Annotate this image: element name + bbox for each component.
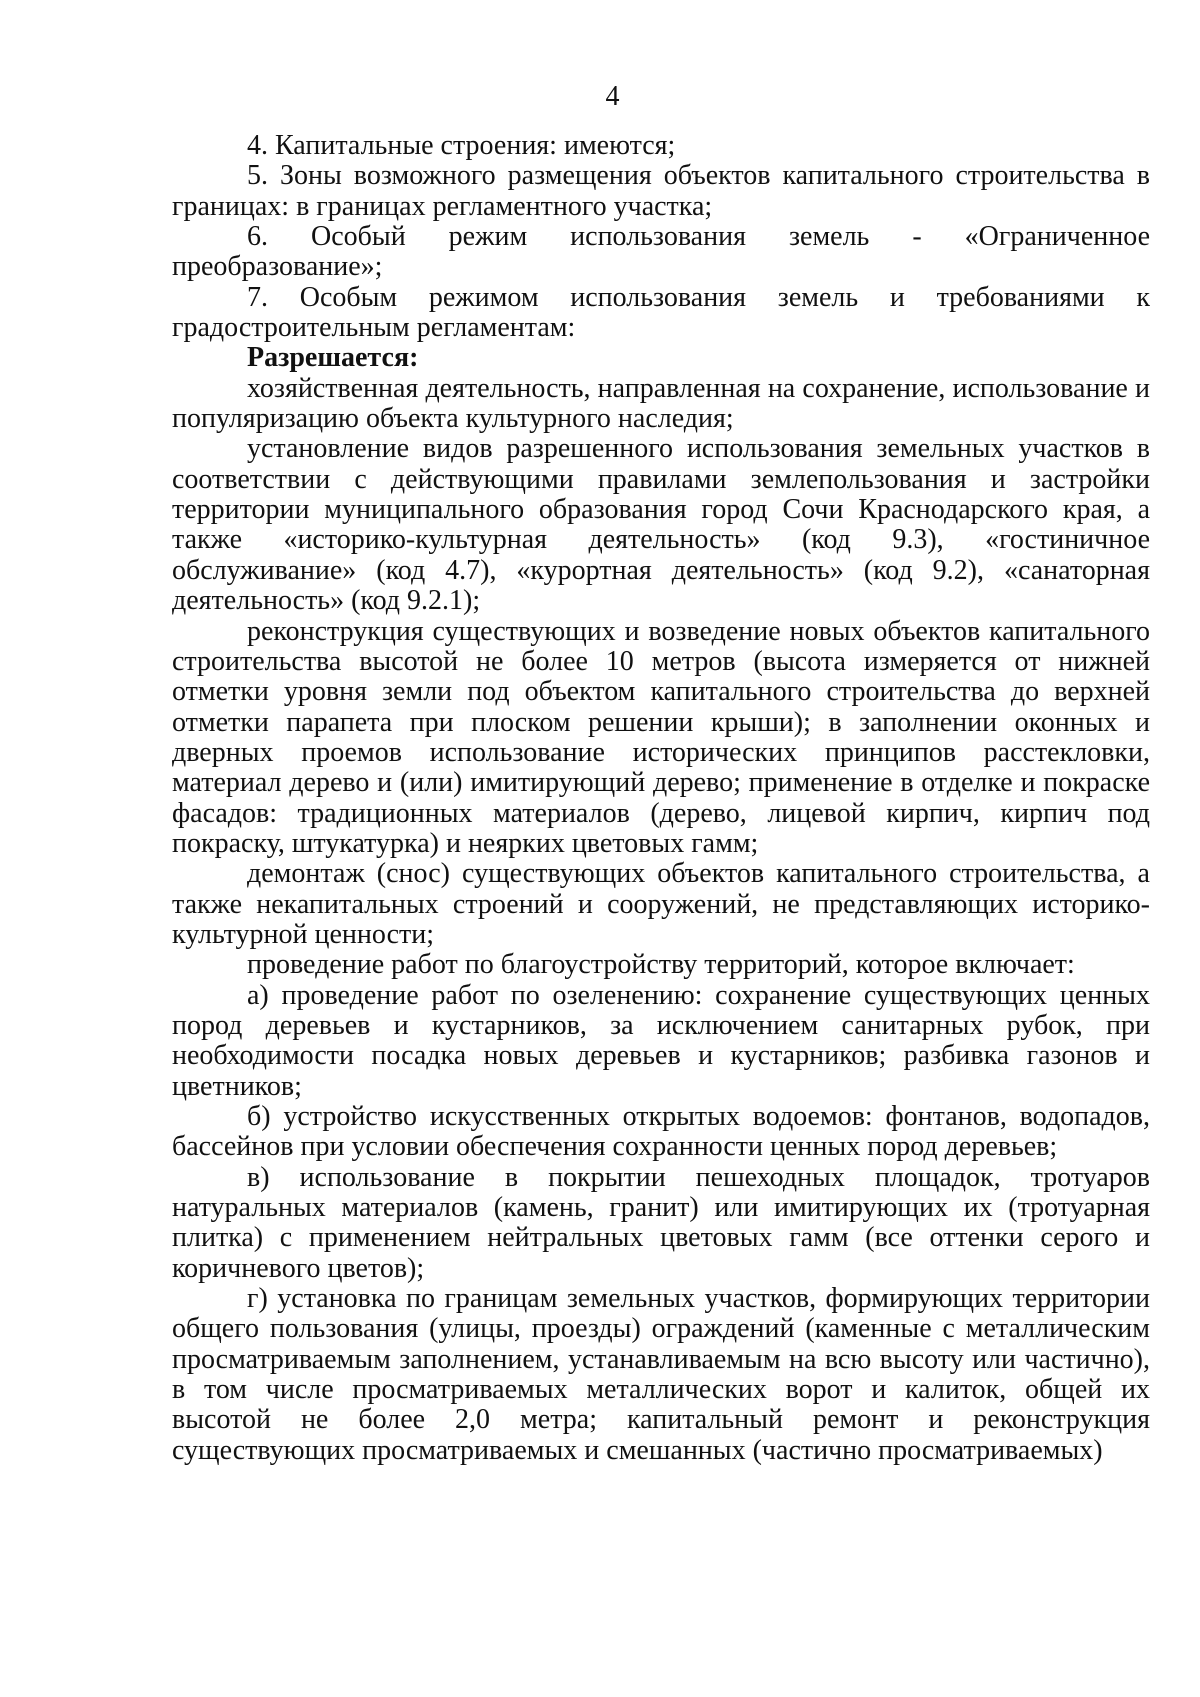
item-5-placement-zones: 5. Зоны возможного размещения объектов капитального строительства в границах: в границах регламентного участка;	[172, 160, 1150, 222]
paragraph-item-g-fencing: г) установка по границам земельных участков, формирующих территории общего пользования (улицы, проезды) ограждений (каменные с металлическим просматриваемым заполнением, устанавливаемым на всю высоту или частично), в том числе просматриваемых металлических ворот и калиток, общей их высотой не более 2,0 метра; капитальный ремонт и реконструкция существующих просматриваемых и смешанных (частично просматриваемых)	[172, 1283, 1150, 1466]
item-7-regulations: 7. Особым режимом использования земель и требованиями к градостроительным регламентам:	[172, 281, 1150, 344]
paragraph-permitted-use: установление видов разрешенного использования земельных участков в соответствии с действующими правилами землепользования и застройки территории муниципального образования город Сочи Краснодарского края, а также «историко-культурная деятельность» (код 9.3), «гостиничное обслуживание» (код 4.7), «курортная деятельность» (код 9.2), «санаторная деятельность» (код 9.2.1);	[172, 433, 1150, 617]
item-4-capital-buildings: 4. Капитальные строения: имеются;	[247, 130, 676, 161]
paragraph-landscaping: проведение работ по благоустройству территорий, которое включает:	[247, 949, 1075, 981]
paragraph-demolition: демонтаж (снос) существующих объектов капитального строительства, а также некапитальных строений и сооружений, не представляющих историко-культурной ценности;	[172, 858, 1150, 950]
document-body	[172, 131, 1150, 1466]
paragraph-item-a-greening: а) проведение работ по озеленению: сохранение существующих ценных пород деревьев и кустарников, за исключением санитарных рубок, при необходимости посадка новых деревьев и кустарников; разбивка газонов и цветников;	[172, 979, 1150, 1102]
page-number: 4	[605, 81, 620, 112]
paragraph-item-v-paving: в) использование в покрытии пешеходных площадок, тротуаров натуральных материалов (камень, гранит) или имитирующих их (тротуарная плитка) с применением нейтральных цветовых гамм (все оттенки серого и коричневого цветов);	[172, 1161, 1150, 1284]
paragraph-economic-activity: хозяйственная деятельность, направленная на сохранение, использование и популяризацию объекта культурного наследия;	[172, 372, 1150, 435]
section-heading-allowed: Разрешается:	[247, 342, 419, 374]
paragraph-reconstruction: реконструкция существующих и возведение новых объектов капитального строительства высотой не более 10 метров (высота измеряется от нижней отметки уровня земли под объектом капитального строительства до верхней отметки парапета при плоском решении крыши); в заполнении оконных и дверных проемов использование исторических принципов расстекловки, материал дерево и (или) имитирующий дерево; применение в отделке и покраске фасадов: традиционных материалов (дерево, лицевой кирпич, кирпич под покраску, штукатурка) и неярких цветовых гамм;	[172, 615, 1150, 859]
item-6-special-regime: 6. Особый режим использования земель - «Ограниченное преобразование»;	[172, 221, 1150, 283]
paragraph-item-b-water: б) устройство искусственных открытых водоемов: фонтанов, водопадов, бассейнов при условии обеспечения сохранности ценных пород деревьев;	[172, 1101, 1150, 1163]
